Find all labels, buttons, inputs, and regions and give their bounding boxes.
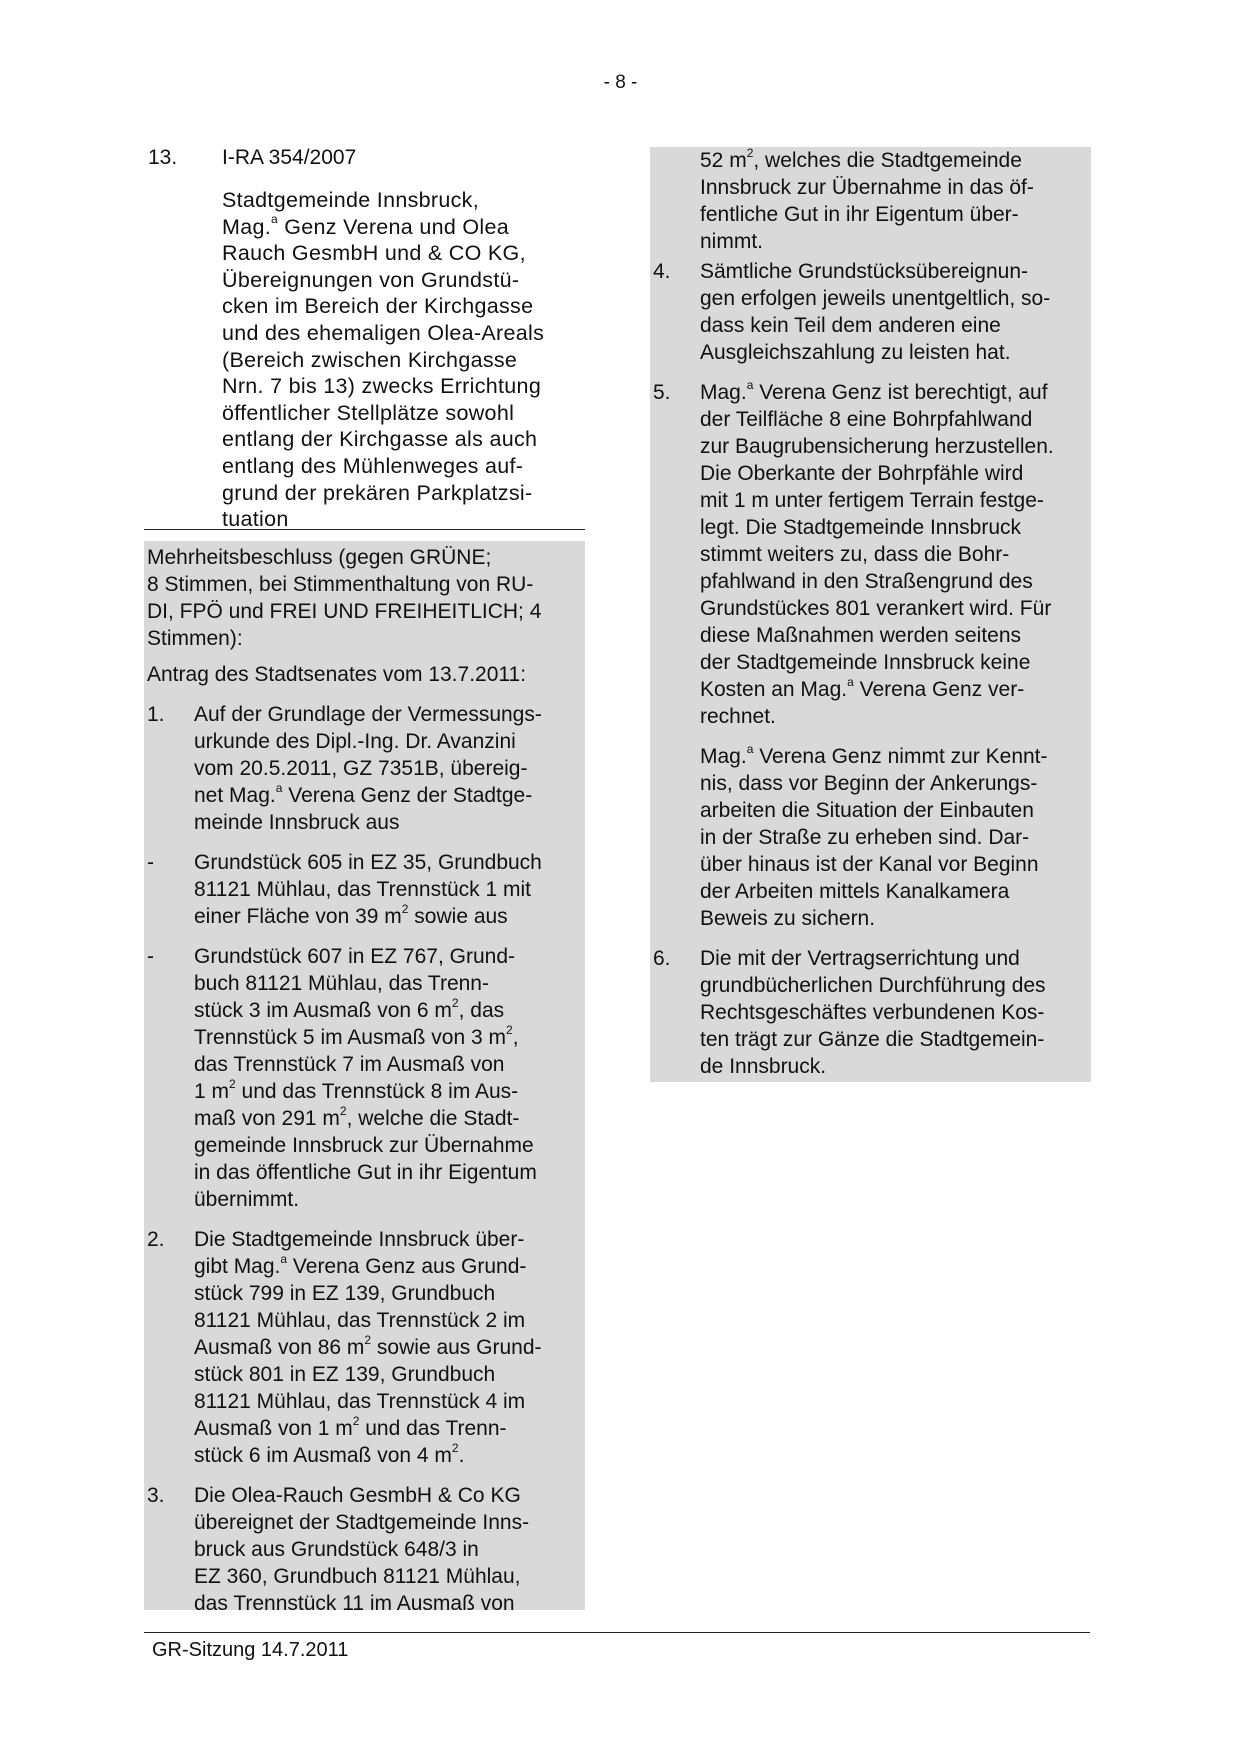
item-body: [700, 258, 1090, 366]
item-line: Mag.$^a$ Verena Genz ist berechtigt, auf: [700, 378, 1048, 404]
item-line: übernimmt.: [194, 1188, 300, 1211]
item-line: der Teilfläche 8 eine Bohrpfahlwand: [700, 408, 1033, 431]
title-line: öffentlicher Stellplätze sowohl: [222, 400, 515, 425]
item-line: Grundstück 607 in EZ 767, Grund-: [194, 945, 515, 968]
item-line: Mag.$^a$ Verena Genz nimmt zur Kennt-: [700, 742, 1048, 768]
item-line: Auf der Grundlage der Vermessungs-: [194, 703, 542, 726]
item-line: Ausgleichszahlung zu leisten hat.: [700, 341, 1011, 364]
item-body: [194, 1226, 583, 1469]
item-line: 81121 Mühlau, das Trennstück 1 mit: [194, 878, 531, 901]
item-line: Kosten an Mag.$^a$ Verena Genz ver-: [700, 675, 1025, 701]
agenda-number: 13.: [148, 146, 178, 169]
item-body: [700, 379, 1090, 730]
item-line: net Mag.$^a$ Verena Genz der Stadtge-: [194, 781, 533, 807]
resolution-line: Stimmen):: [147, 627, 243, 650]
item-line: de Innsbruck.: [700, 1055, 827, 1078]
item-line: 1 $m^2$ und das Trennstück 8 im Aus-: [194, 1077, 519, 1103]
item-line: legt. Die Stadtgemeinde Innsbruck: [700, 516, 1022, 539]
footer-session-date: GR-Sitzung 14.7.2011: [152, 1639, 349, 1661]
item-line: Ausmaß von 1 $m^2$ und das Trenn-: [194, 1414, 507, 1440]
item-line: Die Oberkante der Bohrpfähle wird: [700, 462, 1024, 485]
item-line: das Trennstück 11 im Ausmaß von: [194, 1592, 515, 1615]
item-marker: 1.: [147, 703, 165, 726]
item-line: der Arbeiten mittels Kanalkamera: [700, 880, 1010, 903]
item-line: buch 81121 Mühlau, das Trenn-: [194, 972, 489, 995]
item-line: Die mit der Vertragserrichtung und: [700, 947, 1020, 970]
item-line: in das öffentliche Gut in ihr Eigentum: [194, 1161, 537, 1184]
item-line: stück 3 im Ausmaß von 6 $m^2$, das: [194, 996, 505, 1022]
item-marker: 3.: [147, 1484, 165, 1507]
item-line: Die Olea-Rauch GesmbH & Co KG: [194, 1484, 521, 1507]
item-line: urkunde des Dipl.-Ing. Dr. Avanzini: [194, 730, 516, 753]
item-line: dass kein Teil dem anderen eine: [700, 314, 1001, 337]
item-marker: 4.: [653, 260, 671, 283]
item-marker: 6.: [653, 947, 671, 970]
item-line: Trennstück 5 im Ausmaß von 3 $m^2$,: [194, 1023, 519, 1049]
item-line: stück 801 in EZ 139, Grundbuch: [194, 1363, 496, 1386]
continuation-line: nimmt.: [700, 230, 763, 253]
item-line: gemeinde Innsbruck zur Übernahme: [194, 1134, 534, 1157]
continuation-line: fentliche Gut in ihr Eigentum über-: [700, 203, 1019, 226]
item-line: Die Stadtgemeinde Innsbruck über-: [194, 1228, 525, 1251]
item-marker: -: [147, 851, 154, 874]
item-marker: 5.: [653, 381, 671, 404]
title-line: cken im Bereich der Kirchgasse: [222, 294, 534, 319]
item-line: mit 1 m unter fertigem Terrain festge-: [700, 489, 1044, 512]
item-line: Beweis zu sichern.: [700, 907, 876, 930]
item-line: nis, dass vor Beginn der Ankerungs-: [700, 772, 1038, 795]
item-line: bruck aus Grundstück 648/3 in: [194, 1538, 479, 1561]
title-line: grund der prekären Parkplatzsi-: [222, 480, 533, 505]
item-line: das Trennstück 7 im Ausmaß von: [194, 1053, 505, 1076]
item-line: diese Maßnahmen werden seitens: [700, 624, 1022, 647]
item-line: stück 6 im Ausmaß von 4 $m^2$.: [194, 1441, 465, 1467]
title-line: entlang der Kirchgasse als auch: [222, 427, 538, 452]
title-line: tuation: [222, 507, 289, 532]
item-line: stück 799 in EZ 139, Grundbuch: [194, 1282, 496, 1305]
item-3-continuation: [700, 147, 1090, 255]
resolution-line: Mehrheitsbeschluss (gegen GRÜNE;: [147, 546, 492, 569]
item-line: ten trägt zur Gänze die Stadtgemein-: [700, 1028, 1045, 1051]
item-line: maß von 291 $m^2$, welche die Stadt-: [194, 1104, 520, 1130]
item-marker: -: [147, 945, 154, 968]
motion-intro: Antrag des Stadtsenates vom 13.7.2011:: [147, 663, 527, 686]
item-line: übereignet der Stadtgemeinde Inns-: [194, 1511, 530, 1534]
item-line: EZ 360, Grundbuch 81121 Mühlau,: [194, 1565, 521, 1588]
item-line: Grundstückes 801 verankert wird. Für: [700, 597, 1052, 620]
footer-rule: [144, 1632, 1090, 1633]
title-line: Stadtgemeinde Innsbruck,: [222, 188, 479, 212]
item-line: Ausmaß von 86 $m^2$ sowie aus Grund-: [194, 1333, 542, 1359]
item-line: 81121 Mühlau, das Trennstück 4 im: [194, 1390, 526, 1413]
resolution-line: 8 Stimmen, bei Stimmenthaltung von RU-: [147, 573, 534, 596]
item-body: [700, 945, 1090, 1080]
item-line: rechnet.: [700, 705, 776, 728]
title-line: Mag.$^a$ Genz Verena und Olea: [222, 212, 509, 239]
item-line: Sämtliche Grundstücksübereignun-: [700, 260, 1029, 283]
item-line: stimmt weiters zu, dass die Bohr-: [700, 543, 1010, 566]
item-body: [194, 943, 583, 1213]
item-line: gibt Mag.$^a$ Verena Genz aus Grund-: [194, 1252, 527, 1278]
item-line: 81121 Mühlau, das Trennstück 2 im: [194, 1309, 526, 1332]
item-line: Grundstück 605 in EZ 35, Grundbuch: [194, 851, 542, 874]
title-line: (Bereich zwischen Kirchgasse: [222, 347, 518, 372]
item-line: meinde Innsbruck aus: [194, 811, 400, 834]
title-line: Rauch GesmbH und & CO KG,: [222, 241, 526, 266]
item-body: [194, 849, 583, 930]
title-line: Übereignungen von Grundstü-: [222, 267, 520, 292]
item-line: vom 20.5.2011, GZ 7351B, übereig-: [194, 757, 528, 780]
item-line: in der Straße zu erheben sind. Dar-: [700, 826, 1030, 849]
agenda-title: [222, 187, 582, 533]
resolution-line: DI, FPÖ und FREI UND FREIHEITLICH; 4: [147, 600, 542, 623]
heading-rule: [144, 529, 585, 530]
continuation-line: 52 $m^2$, welches die Stadtgemeinde: [700, 146, 1022, 172]
item-body: [700, 743, 1090, 932]
agenda-reference: I-RA 354/2007: [222, 146, 357, 169]
resolution-vote: [147, 544, 583, 652]
item-body: [194, 1482, 583, 1617]
item-body: [194, 701, 583, 836]
item-line: zur Baugrubensicherung herzustellen.: [700, 435, 1054, 458]
item-marker: 2.: [147, 1228, 165, 1251]
item-line: der Stadtgemeinde Innsbruck keine: [700, 651, 1031, 674]
item-line: über hinaus ist der Kanal vor Beginn: [700, 853, 1039, 876]
continuation-line: Innsbruck zur Übernahme in das öf-: [700, 176, 1034, 199]
item-line: grundbücherlichen Durchführung des: [700, 974, 1046, 997]
item-line: gen erfolgen jeweils unentgeltlich, so-: [700, 287, 1051, 310]
page-number: - 8 -: [603, 72, 638, 93]
item-line: Rechtsgeschäftes verbundenen Kos-: [700, 1001, 1045, 1024]
item-line: pfahlwand in den Straßengrund des: [700, 570, 1033, 593]
title-line: Nrn. 7 bis 13) zwecks Errichtung: [222, 374, 542, 399]
title-line: und des ehemaligen Olea-Areals: [222, 320, 545, 345]
item-line: einer Fläche von 39 $m^2$ sowie aus: [194, 902, 508, 928]
title-line: entlang des Mühlenweges auf-: [222, 453, 524, 478]
item-line: arbeiten die Situation der Einbauten: [700, 799, 1034, 822]
